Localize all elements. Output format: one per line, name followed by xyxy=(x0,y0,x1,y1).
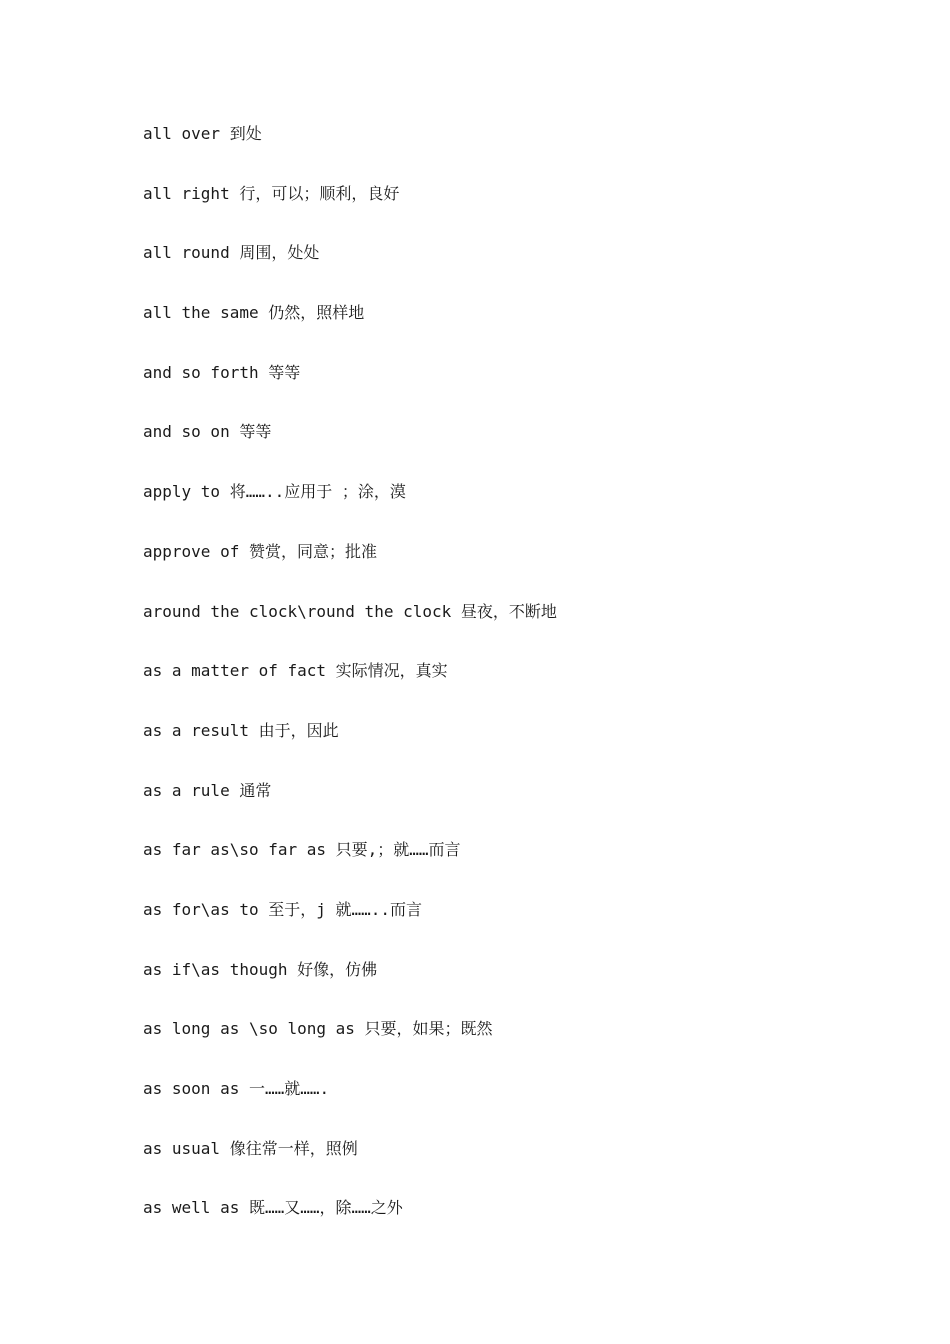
phrase-entry: and so forth 等等 xyxy=(143,362,301,382)
phrase-entry: as usual 像往常一样，照例 xyxy=(143,1138,358,1158)
phrase-entry: around the clock\round the clock 昼夜，不断地 xyxy=(143,601,557,621)
phrase-entry: all over 到处 xyxy=(143,124,262,143)
phrase-entry: as a matter of fact 实际情况，真实 xyxy=(143,661,448,681)
phrase-entry: as for\as to 至于，j 就……..而言 xyxy=(143,899,423,919)
phrase-entry: as a rule 通常 xyxy=(143,780,272,800)
phrase-entry: and so on 等等 xyxy=(143,422,272,442)
phrase-entry: approve of 赞赏，同意；批准 xyxy=(143,541,377,561)
phrase-entry: all right 行，可以；顺利，良好 xyxy=(143,183,400,203)
phrase-list xyxy=(143,121,557,1255)
phrase-entry: apply to 将……..应用于 ；涂，漠 xyxy=(143,482,406,502)
phrase-entry: all the same 仍然，照样地 xyxy=(143,303,365,323)
phrase-entry: as long as \so long as 只要，如果；既然 xyxy=(143,1019,493,1039)
phrase-entry: all round 周围，处处 xyxy=(143,243,320,263)
phrase-entry: as a result 由于，因此 xyxy=(143,720,339,740)
phrase-entry: as if\as though 好像，仿佛 xyxy=(143,959,378,979)
phrase-entry: as well as 既……又……，除……之外 xyxy=(143,1198,403,1218)
phrase-entry: as far as\so far as 只要,；就……而言 xyxy=(143,840,461,860)
phrase-entry: as soon as 一……就……. xyxy=(143,1079,330,1098)
